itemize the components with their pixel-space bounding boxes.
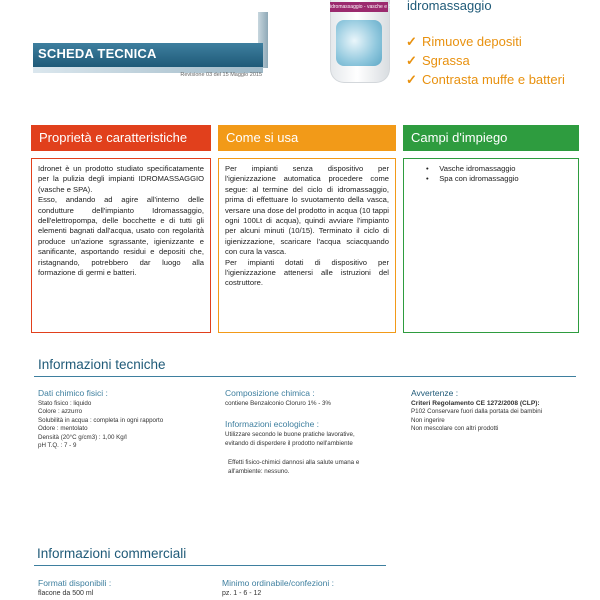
section-header-proprieta: Proprietà e caratteristiche	[31, 125, 211, 151]
dati-heading: Dati chimico fisici :	[38, 388, 108, 398]
dati-line: Solubilità in acqua : completa in ogni rapporto	[38, 416, 164, 424]
minimo-heading: Minimo ordinabile/confezioni :	[222, 578, 334, 588]
formati-heading: Formati disponibili :	[38, 578, 112, 588]
benefit-item: ✓ Rimuove depositi	[406, 34, 522, 49]
section-body-proprieta	[31, 158, 211, 333]
section-header-campi: Campi d'impiego	[403, 125, 579, 151]
tecniche-heading: Informazioni tecniche	[38, 357, 166, 372]
commerciali-heading: Informazioni commerciali	[37, 546, 187, 561]
proprieta-paragraph: Idronet è un prodotto studiato specificatamente per la pulizia degli impianti IDROMASSAGGIO (vasche e SPA).	[38, 164, 204, 194]
formati-value: flacone da 500 ml	[38, 590, 94, 597]
minimo-value: pz. 1 - 6 - 12	[222, 590, 262, 597]
commerciali-rule	[34, 565, 386, 566]
checkmark-icon: ✓	[406, 53, 417, 68]
benefit-item: ✓ Sgrassa	[406, 53, 470, 68]
jacuzzi-picture	[336, 20, 382, 66]
uso-paragraph: Per impianti dotati di dispositivo per l'igienizzazione attenersi alle istruzioni del costruttore.	[225, 257, 389, 288]
proprieta-paragraph: Esso, andando ad agire all'interno delle condutture dell'impianto Idromassaggio, dell'elettropompa, delle bocchette e di tutti gli elementi bagnati dall'acqua, usato con regolarità produce un'azione sgrassante, igienizzante e sanificante, asportando residui e depositi che, ristagnando, potrebbero dar luogo alla formazione di germi e batteri.	[38, 195, 204, 278]
avvertenze-line: P102 Conservare fuori dalla portata dei bambini	[411, 408, 543, 416]
section-body-uso	[218, 158, 396, 333]
effetti-line: Effetti fisico-chimici dannosi alla salute umana e	[228, 459, 360, 467]
checkmark-icon: ✓	[406, 72, 417, 87]
composizione-column	[225, 388, 405, 476]
ecologiche-heading: Informazioni ecologiche :	[225, 419, 320, 430]
dati-line: Densità (20°C g/cm3) : 1,00 Kg/l	[38, 433, 127, 441]
avvertenze-line: Non ingerire	[411, 416, 445, 424]
composizione-heading: Composizione chimica :	[225, 388, 315, 398]
formati-column	[38, 578, 218, 598]
ecologiche-line: evitando di disperdere il prodotto nell'ambiente	[225, 439, 353, 447]
dati-line: Colore : azzurro	[38, 408, 83, 416]
composizione-text: contiene Benzalconio Cloruro 1% - 3%	[225, 400, 331, 407]
avvertenze-heading: Avvertenze :	[411, 388, 459, 398]
ecologiche-line: Utilizzare secondo le buone pratiche lavorative,	[225, 431, 355, 439]
product-label: idromassaggio - vasche e SPA	[330, 4, 398, 10]
avvertenze-column	[411, 388, 591, 434]
uso-paragraph: Per impianti senza dispositivo per l'igienizzazione automatica procedere come segue: al termine del ciclo di idromassaggio, prima di effettuare lo svuotamento della vasca, versare una dose del prodotto in acqua (10 tappi ogni 100Lt di acqua), quindi avviare l'impianto per alcuni minuti (10/15). Terminato il ciclo di igienizzazione, scaricare l'acqua sciacquando con cura la vasca.	[225, 164, 389, 257]
campi-item: • Vasche idromassaggio	[426, 164, 516, 173]
tecniche-rule	[34, 376, 576, 377]
campi-item: • Spa con idromassaggio	[426, 174, 519, 184]
product-subtitle: idromassaggio	[407, 0, 492, 13]
page-title: SCHEDA TECNICA	[38, 46, 157, 61]
minimo-column	[222, 578, 402, 598]
dati-line: Odore : mentolato	[38, 425, 88, 433]
benefit-item: ✓ Contrasta muffe e batteri	[406, 72, 565, 87]
criteri-line: Criteri Regolamento CE 1272/2008 (CLP):	[411, 400, 540, 407]
dati-column	[38, 388, 218, 450]
avvertenze-line: Non mescolare con altri prodotti	[411, 425, 499, 433]
benefits-list	[406, 32, 565, 89]
dati-line: Stato fisico : liquido	[38, 400, 92, 407]
dati-line: pH T.Q. : 7 - 9	[38, 442, 77, 450]
checkmark-icon: ✓	[406, 34, 417, 49]
section-header-uso: Come si usa	[218, 125, 396, 151]
revision-date: Revisione 03 del 15 Maggio 2015	[180, 72, 262, 78]
effetti-line: all'ambiente: nessuno.	[228, 467, 290, 475]
section-body-campi	[403, 158, 579, 333]
